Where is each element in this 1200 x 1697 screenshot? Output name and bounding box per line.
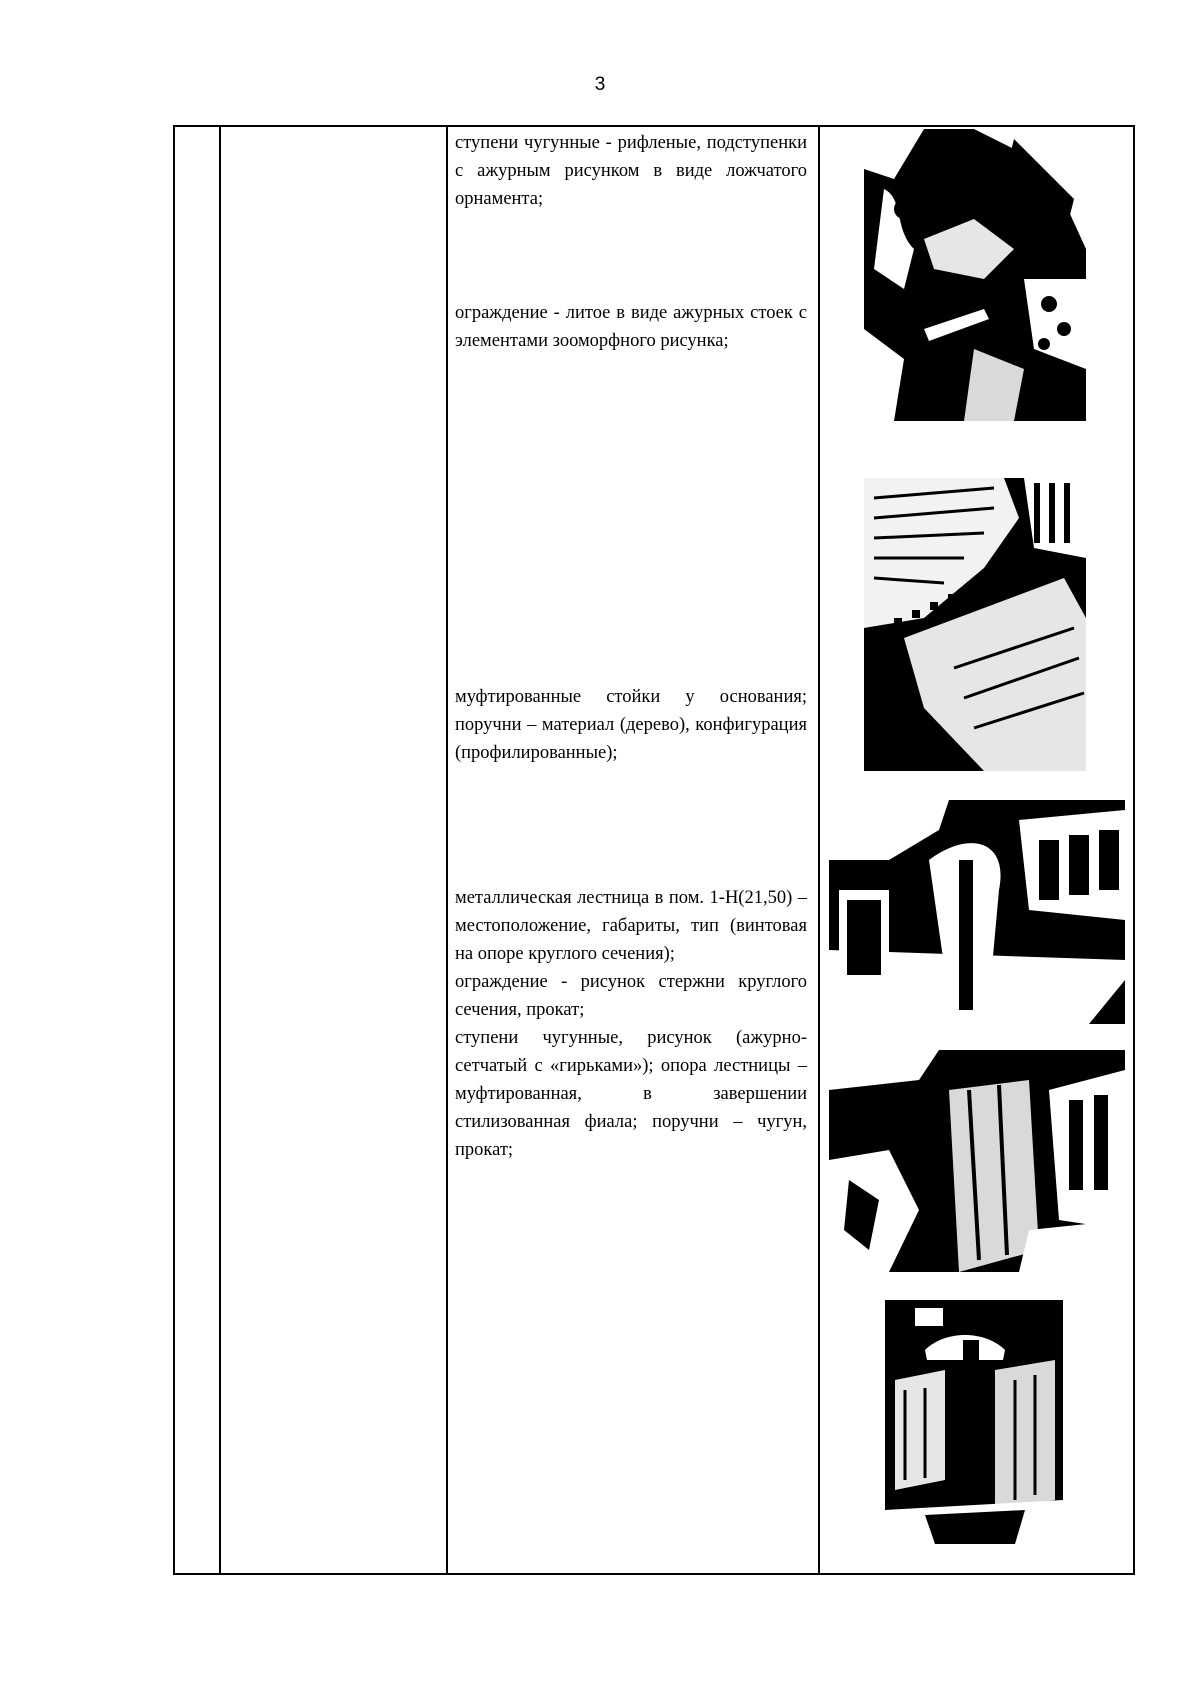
column-divider	[219, 127, 221, 1573]
column-divider	[446, 127, 448, 1573]
entry-line: ограждение - рисунок стержни круглого сечения, прокат;	[455, 972, 807, 1020]
column-divider	[818, 127, 820, 1573]
entry-metal-staircase	[455, 884, 807, 1164]
entry-railing-cast: ограждение - литое в виде ажурных стоек с элементами зооморфного рисунка;	[455, 303, 807, 351]
stair-treads-photo	[864, 478, 1086, 771]
entry-posts-handrails: муфтированные стойки у основания; поручни – материал (дерево), конфигурация (профилированные);	[455, 687, 807, 763]
spiral-staircase-photo	[829, 800, 1125, 1024]
entry-line: ступени чугунные, рисунок (ажурно-сетчатый с «гирьками»); опора лестницы – муфтированная, в завершении стилизованная фиала; поручни – чугун, прокат;	[455, 1028, 807, 1160]
page-number: 3	[594, 74, 606, 95]
staircase-column-photo	[885, 1300, 1063, 1544]
staircase-railing-photo	[829, 1050, 1125, 1272]
entry-line: металлическая лестница в пом. 1-Н(21,50) – местоположение, габариты, тип (винтовая на опоре круглого сечения);	[455, 888, 807, 964]
stair-ornament-photo	[864, 129, 1086, 421]
entry-cast-iron-steps: ступени чугунные - рифленые, подступенки с ажурным рисунком в виде ложчатого орнамента;	[455, 133, 807, 209]
